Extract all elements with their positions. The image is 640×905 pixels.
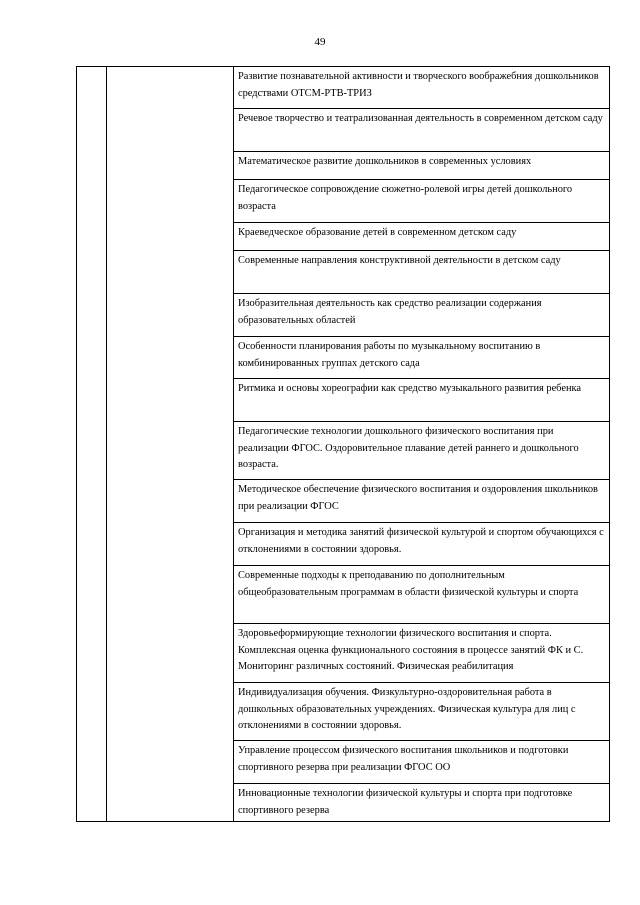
table-row: Здоровьеформирующие технологии физического воспитания и спорта. Комплексная оценка функционального состояния в процессе занятий ФК и С. Мониторинг различных состояний. Физическая реабилитация	[233, 624, 609, 683]
table-row: Педагогические технологии дошкольного физического воспитания при реализации ФГОС. Оздоровительное плавание детей раннего и дошкольного возраста.	[233, 422, 609, 480]
table-row: Современные направления конструктивной деятельности в детском саду	[233, 251, 609, 294]
table-row: Развитие познавательной активности и творческого воображебния дошкольников средствами ОТСМ-РТВ-ТРИЗ	[233, 67, 609, 109]
table-row: Математическое развитие дошкольников в современных условиях	[233, 152, 609, 180]
table-row: Инновационные технологии физической культуры и спорта при подготовке спортивного резерва	[238, 788, 573, 816]
column-divider	[106, 67, 107, 821]
table-row: Современные подходы к преподаванию по дополнительным общеобразовательным программам в области физической культуры и спорта	[233, 566, 609, 624]
page-number: 49	[314, 36, 326, 48]
table-row: Особенности планирования работы по музыкальному воспитанию в комбинированных группах детского сада	[233, 337, 609, 379]
table-row: Ритмика и основы хореографии как средство музыкального развития ребенка	[233, 379, 609, 422]
table-row: Методическое обеспечение физического воспитания и оздоровления школьников при реализации ФГОС	[233, 480, 609, 523]
table-row: Педагогическое сопровождение сюжетно-ролевой игры детей дошкольного возраста	[233, 180, 609, 223]
table-row: Управление процессом физического воспитания школьников и подготовки спортивного резерва при реализации ФГОС ОО	[233, 741, 609, 784]
course-table	[76, 66, 610, 822]
table-row: Речевое творчество и театрализованная деятельность в современном детском саду	[233, 109, 609, 152]
table-row: Краеведческое образование детей в современном детском саду	[233, 223, 609, 251]
table-row: Организация и методика занятий физической культурой и спортом обучающихся с отклонениями в состоянии здоровья.	[233, 523, 609, 566]
table-row: Индивидуализация обучения. Физкультурно-оздоровительная работа в дошкольных образовательных учреждениях. Физическая культура для лиц с отклонениями в состоянии здоровья.	[233, 683, 609, 741]
topic-column	[233, 67, 609, 833]
table-row: Изобразительная деятельность как средство реализации содержания образовательных областей	[233, 294, 609, 337]
